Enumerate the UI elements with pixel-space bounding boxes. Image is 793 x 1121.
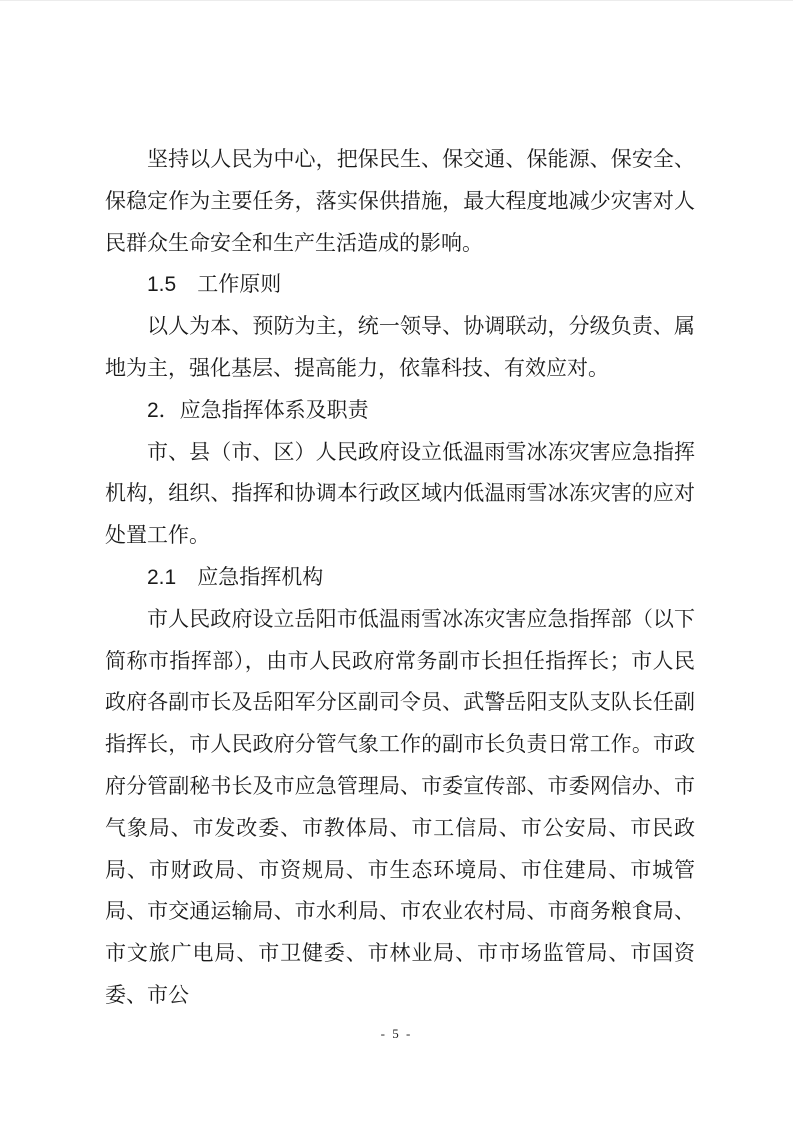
- body-paragraph: 市人民政府设立岳阳市低温雨雪冰冻灾害应急指挥部（以下简称市指挥部），由市人民政府常务副市长担任指挥长；市人民政府各副市长及岳阳军分区副司令员、武警岳阳支队支队长任副指挥长，市人民政府分管气象工作的副市长负责日常工作。市政府分管副秘书长及市应急管理局、市委宣传部、市委网信办、市气象局、市发改委、市教体局、市工信局、市公安局、市民政局、市财政局、市资规局、市生态环境局、市住建局、市城管局、市交通运输局、市水利局、市农业农村局、市商务粮食局、市文旅广电局、市卫健委、市林业局、市市场监管局、市国资委、市公: [105, 606, 695, 1007]
- page-footer: [0, 1025, 793, 1043]
- section-heading: 2.1 应急指挥机构: [147, 565, 324, 589]
- document-body: [105, 139, 695, 1017]
- section-heading: 1.5 工作原则: [147, 273, 282, 297]
- page-number: - 5 -: [380, 1026, 413, 1041]
- body-paragraph: 市、县（市、区）人民政府设立低温雨雪冰冻灾害应急指挥机构，组织、指挥和协调本行政区域内低温雨雪冰冻灾害的应对处置工作。: [105, 439, 695, 548]
- body-paragraph: 以人为本、预防为主，统一领导、协调联动，分级负责、属地为主，强化基层、提高能力，依靠科技、有效应对。: [105, 314, 695, 380]
- section-heading: 2．应急指挥体系及职责: [147, 398, 369, 422]
- body-paragraph: 坚持以人民为中心，把保民生、保交通、保能源、保安全、保稳定作为主要任务，落实保供措施，最大程度地减少灾害对人民群众生命安全和生产生活造成的影响。: [105, 147, 695, 255]
